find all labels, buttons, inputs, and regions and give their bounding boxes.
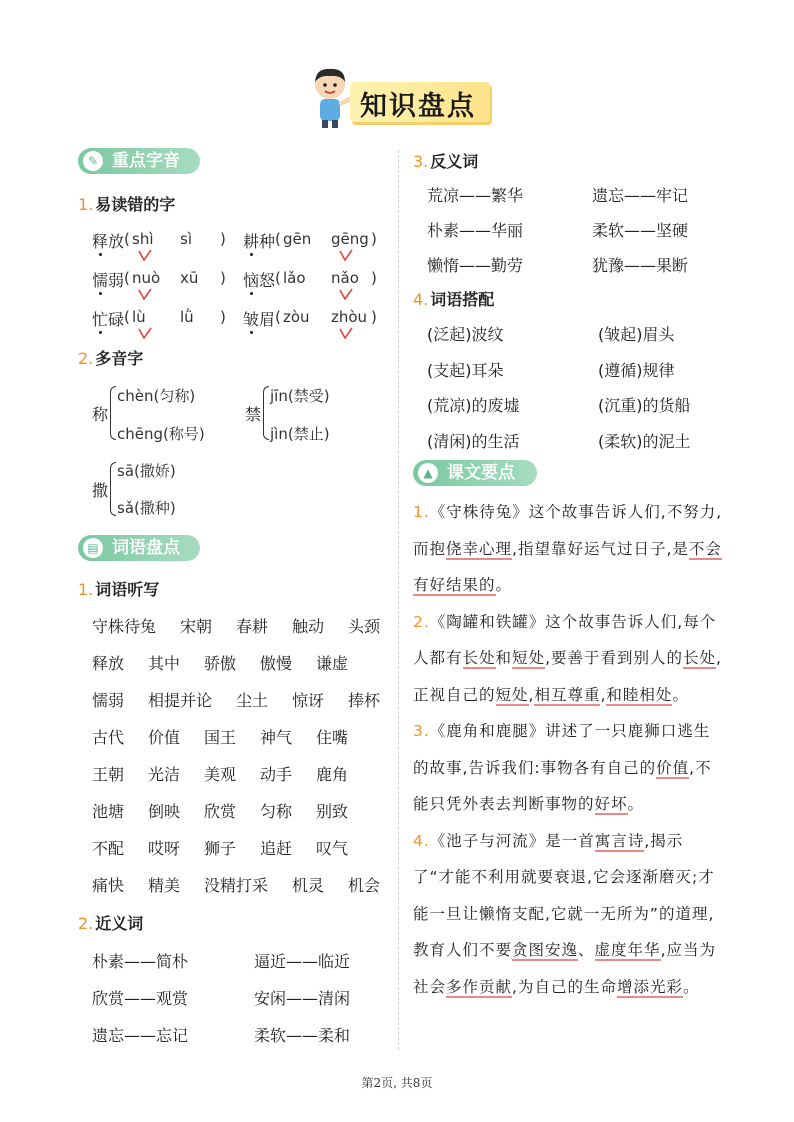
synonym-pair: 欣赏——观赏: [92, 989, 189, 1008]
red-check-icon: [339, 288, 353, 300]
underlined-phrase: 短处: [512, 649, 546, 667]
pinyin-option: gēng: [331, 230, 369, 248]
dictation-word: 谦虚: [316, 654, 349, 673]
note-text: ,要善于看到别人的: [545, 649, 683, 667]
emphasis-dot: [99, 253, 102, 256]
underlined-phrase: 多作贡献: [446, 977, 513, 996]
misread-word: 忙碌: [92, 310, 125, 329]
pinyin-option: zòu: [283, 308, 310, 326]
dictation-word: 住嘴: [316, 728, 349, 747]
red-check-icon: [339, 327, 353, 339]
misread-word: 懦弱: [92, 271, 125, 290]
section-header-key-points: ▲ 课文要点: [413, 460, 537, 486]
key-point-note: [413, 604, 723, 714]
subheading-dictation: 1. 词语听写: [78, 580, 160, 599]
pinyin-option: lǎo: [283, 269, 306, 287]
antonym-pair: 犹豫——果断: [592, 256, 689, 275]
pinyin-option: gēn: [283, 230, 312, 248]
polyphone-reading: chēng(称号): [117, 425, 205, 443]
graduation-cap-icon: ▲: [418, 463, 438, 483]
dictation-word: 古代: [92, 728, 125, 747]
pinyin-option: lù: [132, 308, 146, 326]
note-text: 。: [495, 576, 513, 594]
dictation-word: 头颈: [348, 617, 381, 636]
red-check-icon: [138, 249, 152, 261]
dictation-word: 池塘: [92, 802, 125, 821]
subheading-polyphones: 2. 多音字: [78, 349, 144, 368]
collocation-pair: (沉重)的货船: [598, 396, 691, 415]
dictation-word: 动手: [260, 765, 293, 784]
misread-word: 皱眉: [243, 310, 276, 329]
collocation-pair: (遵循)规律: [598, 360, 675, 380]
note-text: 。: [672, 685, 689, 704]
dictation-word: 倒映: [148, 802, 181, 821]
synonym-pair: 安闲——清闲: [254, 989, 351, 1008]
note-text: ,应当为社会: [413, 941, 716, 996]
page-footer: 第2页, 共8页: [361, 1076, 433, 1090]
polyphone-reading: jìn(禁止): [270, 425, 330, 443]
note-text: ,: [528, 685, 535, 704]
polyphone-reading: sā(撒娇): [117, 462, 176, 480]
pinyin-bracket: ): [371, 308, 377, 326]
pinyin-bracket: (: [124, 269, 130, 287]
pinyin-bracket: (: [124, 230, 130, 248]
pinyin-bracket: (: [275, 269, 281, 287]
book-icon: ▤: [83, 538, 103, 558]
note-text: 《守株待兔》这个故事告诉人们,不努力,而抱: [413, 503, 723, 558]
pinyin-bracket: ): [220, 269, 226, 287]
pinyin-bracket: ): [220, 230, 226, 248]
pinyin-option: xū: [180, 269, 199, 287]
pinyin-bracket: (: [275, 230, 281, 248]
dictation-word: 匀称: [260, 802, 293, 821]
dictation-word: 别致: [316, 802, 349, 821]
dictation-word: 美观: [204, 765, 237, 784]
key-points-list: [413, 494, 723, 1005]
note-text: 。: [627, 795, 645, 813]
underlined-phrase: 增添光彩: [616, 977, 683, 996]
polyphone-reading: sǎ(撒种): [117, 499, 176, 517]
note-text: ,为自己的生命: [512, 977, 617, 996]
subheading-synonyms: 2. 近义词: [78, 914, 144, 933]
note-text: 《鹿角和鹿腿》讲述了一只鹿狮口逃生的故事,告诉我们:事物各有自己的: [413, 722, 711, 777]
dictation-word: 神气: [260, 728, 293, 747]
title-banner: [308, 66, 493, 128]
note-text: ,不能只凭外表去判断事物的: [413, 758, 712, 813]
dictation-word: 叹气: [316, 839, 349, 858]
dictation-word: 春耕: [236, 617, 269, 636]
underlined-phrase: 不会有好结果的: [413, 539, 722, 594]
misread-word: 恼怒: [243, 271, 276, 290]
dictation-word: 哎呀: [148, 839, 181, 858]
dictation-word: 尘土: [236, 691, 269, 710]
dictation-word: 追赶: [260, 839, 293, 858]
boy-mascot-icon: [308, 66, 356, 128]
note-text: 《陶罐和铁罐》这个故事告诉人们,每个人都有: [413, 612, 717, 667]
collocation-pair: (支起)耳朵: [427, 360, 504, 380]
note-text: ,正视自己的: [413, 649, 722, 704]
pinyin-bracket: ): [371, 269, 377, 287]
page-title: 知识盘点: [360, 91, 476, 122]
pinyin-bracket: ): [371, 230, 377, 248]
dictation-word: 机会: [348, 876, 381, 895]
collocation-pair: (柔软)的泥土: [598, 431, 691, 451]
synonym-pair: 逼近——临近: [254, 952, 351, 971]
brace: [263, 386, 269, 440]
underlined-phrase: 相互尊重: [534, 685, 601, 704]
collocation-pair: (荒凉)的废墟: [427, 396, 520, 415]
note-number: 2.: [413, 612, 430, 631]
pinyin-bracket: (: [124, 308, 130, 326]
key-point-note: [413, 494, 723, 604]
note-number: 4.: [413, 831, 430, 850]
dictation-word: 捧杯: [348, 691, 381, 710]
antonym-pair: 柔软——坚硬: [592, 221, 689, 240]
underlined-phrase: 侥幸心理: [446, 539, 513, 558]
polyphone-char: 撒: [92, 481, 109, 500]
pinyin-option: zhòu: [331, 308, 368, 326]
emphasis-dot: [250, 292, 253, 295]
polyphone-reading: chèn(匀称): [117, 387, 196, 405]
emphasis-dot: [250, 331, 253, 334]
note-text: ,指望靠好运气过日子,是: [512, 539, 689, 558]
dictation-word: 狮子: [204, 839, 237, 858]
collocation-pair: (清闲)的生活: [427, 431, 520, 451]
emphasis-dot: [250, 253, 253, 256]
note-number: 1.: [413, 503, 430, 521]
synonym-pair: 遗忘——忘记: [92, 1026, 189, 1045]
dictation-word: 骄傲: [204, 654, 237, 673]
antonym-pair: 荒凉——繁华: [427, 186, 524, 205]
underlined-phrase: 好坏: [594, 795, 628, 813]
collocation-pair: (皱起)眉头: [598, 325, 675, 344]
underlined-phrase: 价值: [656, 758, 690, 777]
dictation-word: 精美: [148, 876, 181, 895]
section-header-pronunciation: ✎ 重点字音: [78, 148, 200, 174]
polyphone-char: 禁: [245, 405, 262, 424]
underlined-phrase: 寓言诗: [594, 831, 645, 850]
underlined-phrase: 贪图安逸: [512, 941, 579, 959]
red-check-icon: [339, 249, 353, 261]
antonym-pair: 懒惰——勤劳: [427, 256, 524, 275]
dictation-word: 机灵: [292, 876, 325, 895]
dictation-word: 惊讶: [292, 691, 325, 710]
note-number: 3.: [413, 722, 430, 740]
red-check-icon: [138, 288, 152, 300]
note-text: 和: [495, 649, 513, 667]
pinyin-option: shì: [132, 230, 154, 248]
emphasis-dot: [99, 331, 102, 334]
note-text: 。: [682, 977, 700, 996]
pinyin-bracket: (: [275, 308, 281, 326]
note-text: ,揭示了“才能不利用就要衰退,它会逐渐磨灭;才能一旦让懒惰支配,它就一无所为”的道理,教育人们不要: [413, 831, 715, 959]
dictation-word: 不配: [92, 839, 125, 858]
dictation-word: 宋朝: [180, 617, 213, 636]
underlined-phrase: 短处: [495, 685, 529, 704]
key-point-note: [413, 713, 723, 823]
pinyin-bracket: ): [220, 308, 226, 326]
dictation-word: 触动: [292, 617, 325, 636]
section-header-vocab: ▤ 词语盘点: [78, 535, 200, 561]
pinyin-option: lǜ: [180, 308, 194, 326]
dictation-word: 价值: [148, 728, 181, 747]
subheading-antonyms: 3. 反义词: [413, 152, 479, 171]
antonym-pair: 遗忘——牢记: [592, 186, 689, 205]
misread-word: 耕种: [243, 232, 276, 251]
synonym-pair: 朴素——简朴: [92, 952, 189, 971]
dictation-word: 王朝: [92, 765, 125, 784]
underlined-phrase: 和睦相处: [606, 685, 673, 704]
underlined-phrase: 虚度年华: [594, 941, 661, 959]
key-point-note: [413, 823, 723, 1006]
synonym-pair: 柔软——柔和: [254, 1026, 351, 1045]
underlined-phrase: 长处: [683, 649, 717, 667]
pinyin-option: nuò: [132, 269, 161, 287]
dictation-word: 懦弱: [92, 691, 125, 710]
dictation-word: 鹿角: [316, 765, 349, 784]
underlined-phrase: 长处: [462, 649, 496, 667]
subheading-easy-misread: 1. 易读错的字: [78, 195, 176, 214]
dictation-word: 光洁: [148, 765, 181, 784]
dictation-word: 痛快: [92, 876, 125, 895]
dictation-word: 相提并论: [148, 691, 213, 710]
note-text: 《池子与河流》是一首: [429, 831, 595, 850]
dictation-word: 国王: [204, 728, 237, 747]
emphasis-dot: [99, 292, 102, 295]
collocation-pair: (泛起)波纹: [427, 325, 504, 344]
dictation-word: 其中: [148, 654, 181, 673]
polyphone-reading: jīn(禁受): [270, 387, 330, 405]
pinyin-option: nǎo: [331, 269, 359, 287]
pinyin-option: sì: [180, 230, 192, 248]
dictation-word: 守株待兔: [92, 617, 157, 636]
brace: [110, 462, 116, 516]
misread-word: 释放: [92, 232, 125, 251]
column-divider: [398, 150, 399, 1050]
dictation-word: 没精打采: [204, 876, 269, 895]
antonym-pair: 朴素——华丽: [427, 221, 524, 240]
dictation-word: 释放: [92, 654, 125, 673]
brace: [110, 386, 116, 440]
dictation-word: 欣赏: [204, 802, 237, 821]
red-check-icon: [138, 327, 152, 339]
polyphone-char: 称: [92, 405, 109, 424]
note-text: ,: [600, 685, 607, 704]
pencil-icon: ✎: [83, 151, 103, 171]
dictation-word: 傲慢: [260, 654, 293, 673]
note-text: 、: [578, 941, 595, 959]
subheading-collocations: 4. 词语搭配: [413, 290, 495, 309]
